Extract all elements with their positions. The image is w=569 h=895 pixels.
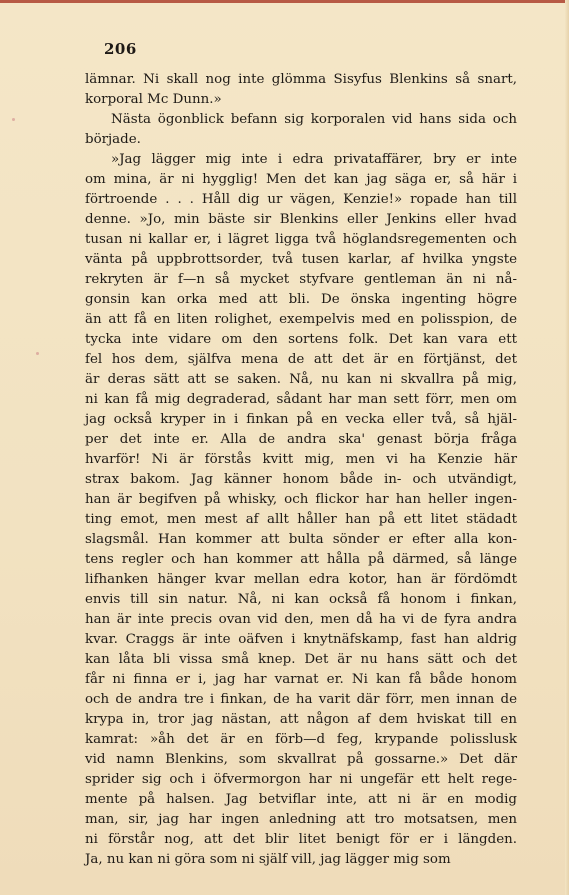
- text-line: han är inte precis ovan vid den, men då ha vi de fyra andra: [85, 612, 517, 627]
- text-line: jag också kryper in i finkan på en vecka eller två, så hjäl-: [85, 412, 517, 427]
- text-line: lämnar. Ni skall nog inte glömma Sisyfus Blenkins så snart,: [85, 72, 517, 87]
- text-line: är deras sätt att se saken. Nå, nu kan ni skvallra på mig,: [85, 372, 517, 387]
- text-line: om mina, är ni hygglig! Men det kan jag säga er, så här i: [85, 172, 517, 187]
- paper-speck: [36, 352, 39, 355]
- text-line: denne. »Jo, min bäste sir Blenkins eller Jenkins eller hvad: [85, 212, 517, 227]
- text-line: lifhanken hänger kvar mellan edra kotor, han är fördömdt: [85, 572, 517, 587]
- text-line: slagsmål. Han kommer att bulta sönder er efter alla kon-: [85, 532, 517, 547]
- text-line: började.: [85, 132, 141, 147]
- text-line: korporal Mc Dunn.»: [85, 92, 222, 107]
- page-right-edge: [565, 0, 569, 895]
- text-line: förtroende . . . Håll dig ur vägen, Kenzie!» ropade han till: [85, 192, 517, 207]
- text-line: vid namn Blenkins, som skvallrat på gossarne.» Det där: [85, 752, 517, 767]
- text-line: tens regler och han kommer att hålla på därmed, så länge: [85, 552, 517, 567]
- text-line: envis till sin natur. Nå, ni kan också få honom i finkan,: [85, 592, 517, 607]
- text-line: han är begifven på whisky, och flickor har han heller ingen-: [85, 492, 517, 507]
- text-line: krypa in, tror jag nästan, att någon af dem hviskat till en: [85, 712, 517, 727]
- page-number: 206: [104, 40, 137, 58]
- text-line: tusan ni kallar er, i lägret ligga två höglandsregementen och: [85, 232, 517, 247]
- text-line: tycka inte vidare om den sortens folk. Det kan vara ett: [85, 332, 517, 347]
- body-text: [85, 70, 517, 870]
- text-line: hvarför! Ni är förstås kvitt mig, men vi ha Kenzie här: [85, 452, 517, 467]
- text-line: och de andra tre i finkan, de ha varit där förr, men innan de: [85, 692, 517, 707]
- text-line: vänta på uppbrottsorder, två tusen karlar, af hvilka yngste: [85, 252, 517, 267]
- text-line: gonsin kan orka med att bli. De önska ingenting högre: [85, 292, 517, 307]
- page-top-edge: [0, 0, 569, 3]
- text-line: fel hos dem, själfva mena de att det är en förtjänst, det: [85, 352, 517, 367]
- text-line: får ni finna er i, jag har varnat er. Ni kan få både honom: [85, 672, 517, 687]
- text-line: mente på halsen. Jag betviflar inte, att ni är en modig: [85, 792, 517, 807]
- text-line: kan låta bli vissa små knep. Det är nu hans sätt och det: [85, 652, 517, 667]
- text-line: Ja, nu kan ni göra som ni själf vill, jag lägger mig som: [85, 852, 451, 867]
- text-line: rekryten är f—n så mycket styfvare gentleman än ni nå-: [85, 272, 517, 287]
- paper-speck: [12, 118, 15, 121]
- text-line: per det inte er. Alla de andra ska' genast börja fråga: [85, 432, 517, 447]
- text-line: ni förstår nog, att det blir litet benigt för er i längden.: [85, 832, 517, 847]
- text-line: strax bakom. Jag känner honom både in- och utvändigt,: [85, 472, 517, 487]
- text-line: »Jag lägger mig inte i edra privataffärer, bry er inte: [111, 152, 517, 167]
- text-line: man, sir, jag har ingen anledning att tro motsatsen, men: [85, 812, 517, 827]
- text-line: kamrat: »åh det är en förb—d feg, krypande polisslusk: [85, 732, 517, 747]
- text-line: ting emot, men mest af allt håller han på ett litet städadt: [85, 512, 517, 527]
- text-line: Nästa ögonblick befann sig korporalen vid hans sida och: [111, 112, 517, 127]
- text-line: än att få en liten rolighet, exempelvis med en polisspion, de: [85, 312, 517, 327]
- text-line: ni kan få mig degraderad, sådant har man sett förr, men om: [85, 392, 517, 407]
- text-line: sprider sig och i öfvermorgon har ni ungefär ett helt rege-: [85, 772, 517, 787]
- text-line: kvar. Craggs är inte oäfven i knytnäfskamp, fast han aldrig: [85, 632, 517, 647]
